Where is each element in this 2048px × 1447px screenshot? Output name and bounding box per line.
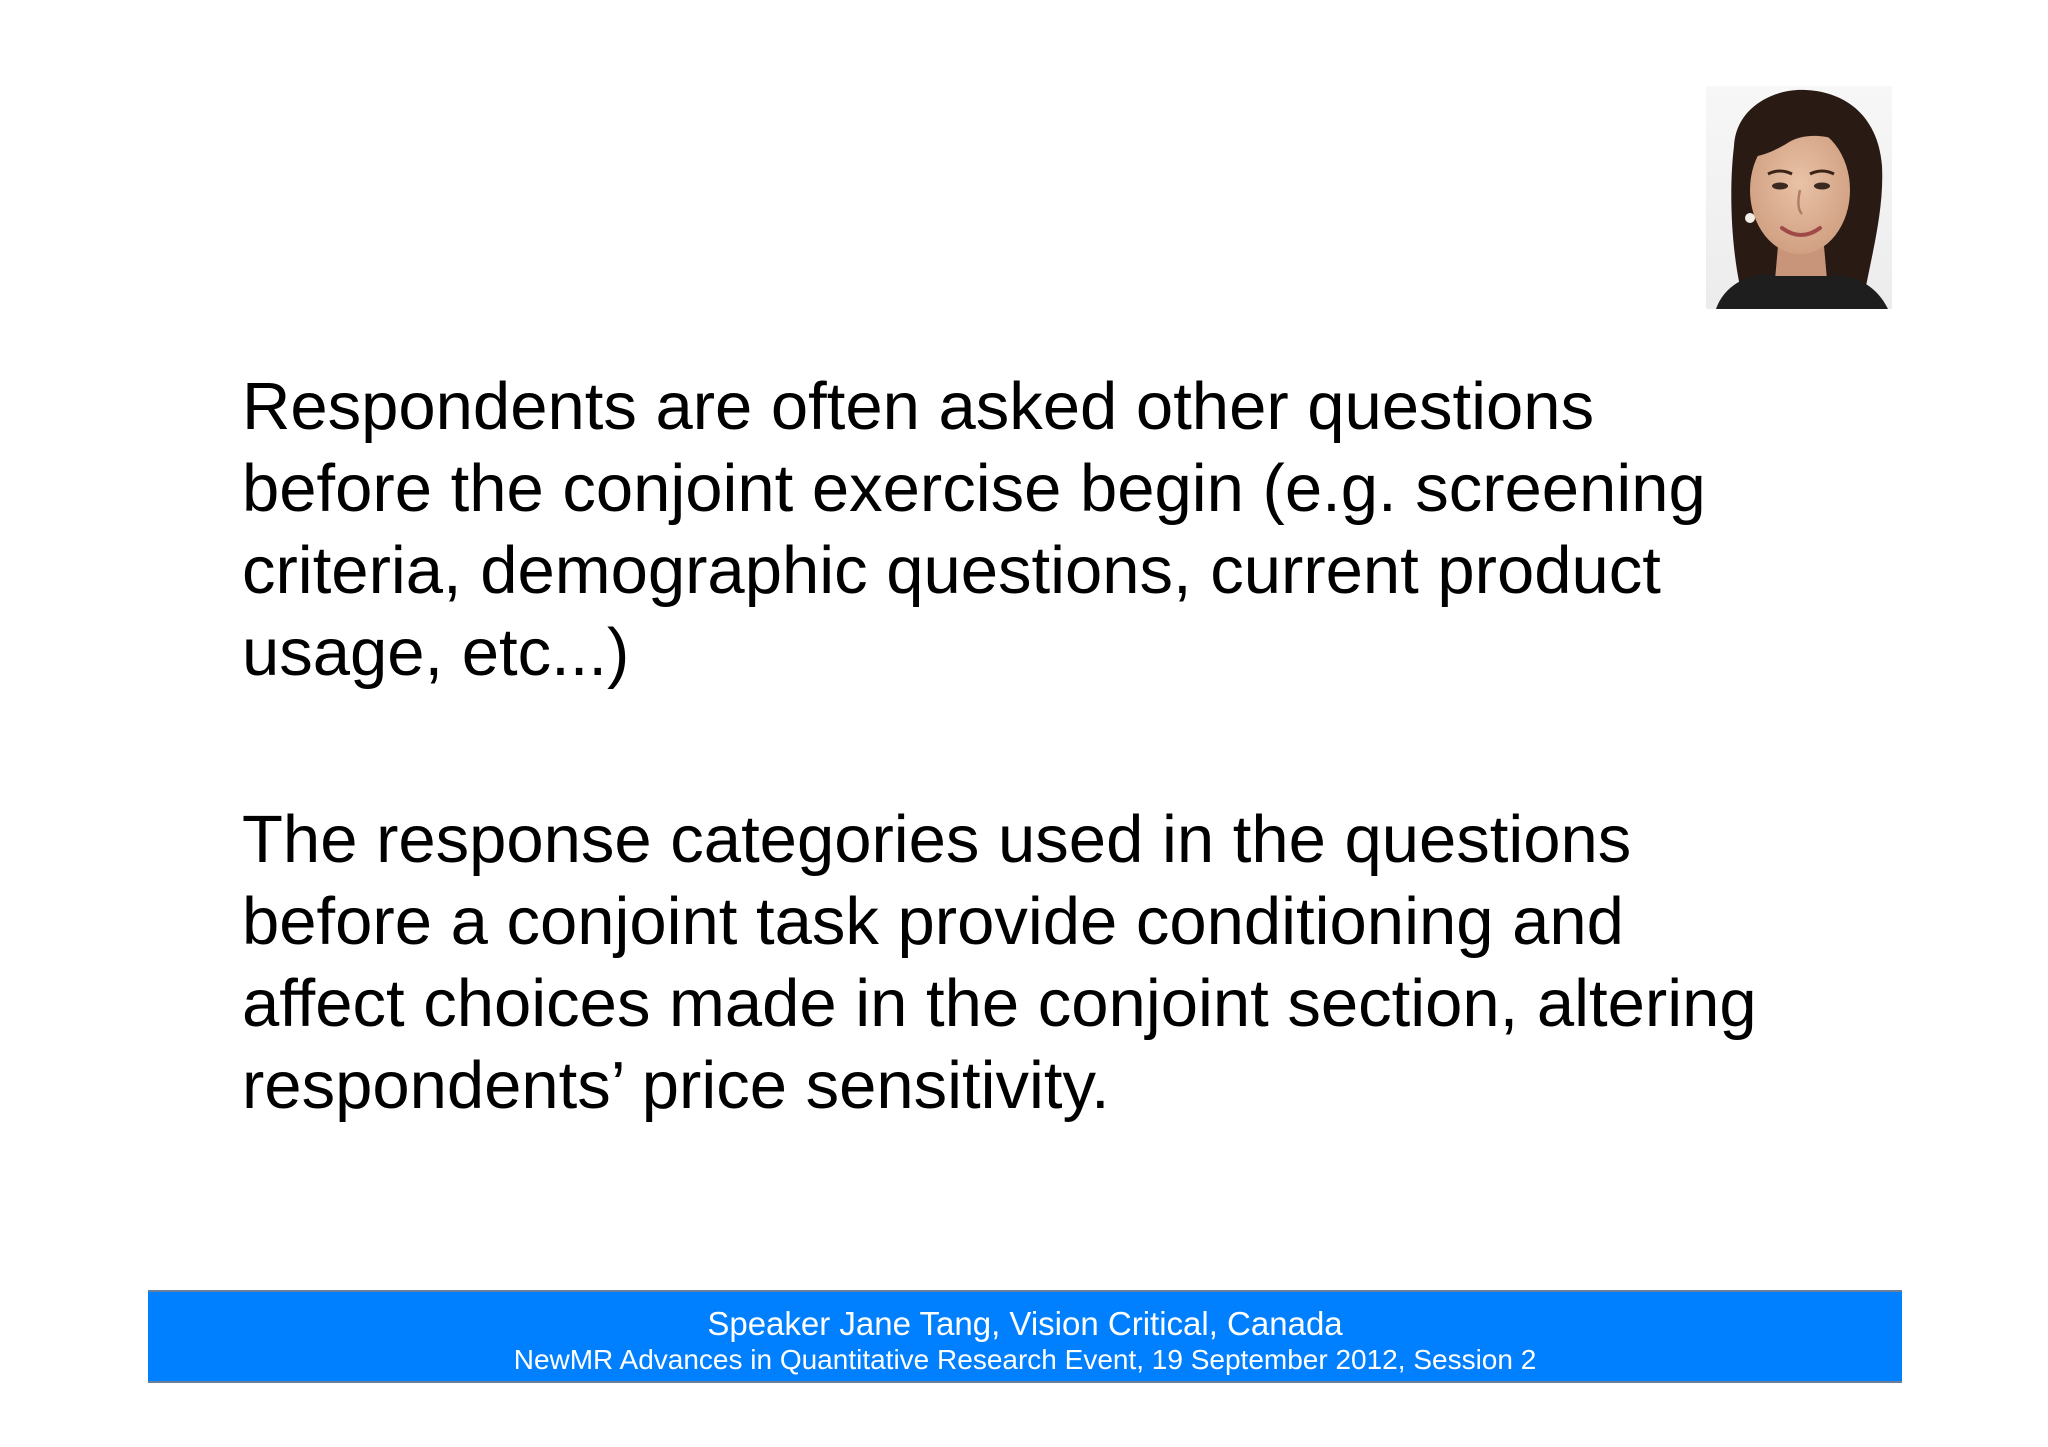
speaker-footer-banner bbox=[148, 1290, 1902, 1383]
body-paragraph-1: Respondents are often asked other questions before the conjoint exercise begin (e.g. screening criteria, demographic questions, current product usage, etc...) bbox=[242, 369, 1706, 690]
footer-event-line: NewMR Advances in Quantitative Research Event, 19 September 2012, Session 2 bbox=[513, 1344, 1537, 1375]
body-paragraph-2: The response categories used in the questions before a conjoint task provide conditioning and affect choices made in the conjoint section, altering respondents’ price sensitivity. bbox=[242, 802, 1757, 1123]
speaker-portrait-icon bbox=[1706, 86, 1892, 309]
slide-body bbox=[242, 366, 1762, 1127]
speaker-photo bbox=[1706, 86, 1892, 309]
footer-speaker-line: Speaker Jane Tang, Vision Critical, Canada bbox=[707, 1305, 1343, 1342]
